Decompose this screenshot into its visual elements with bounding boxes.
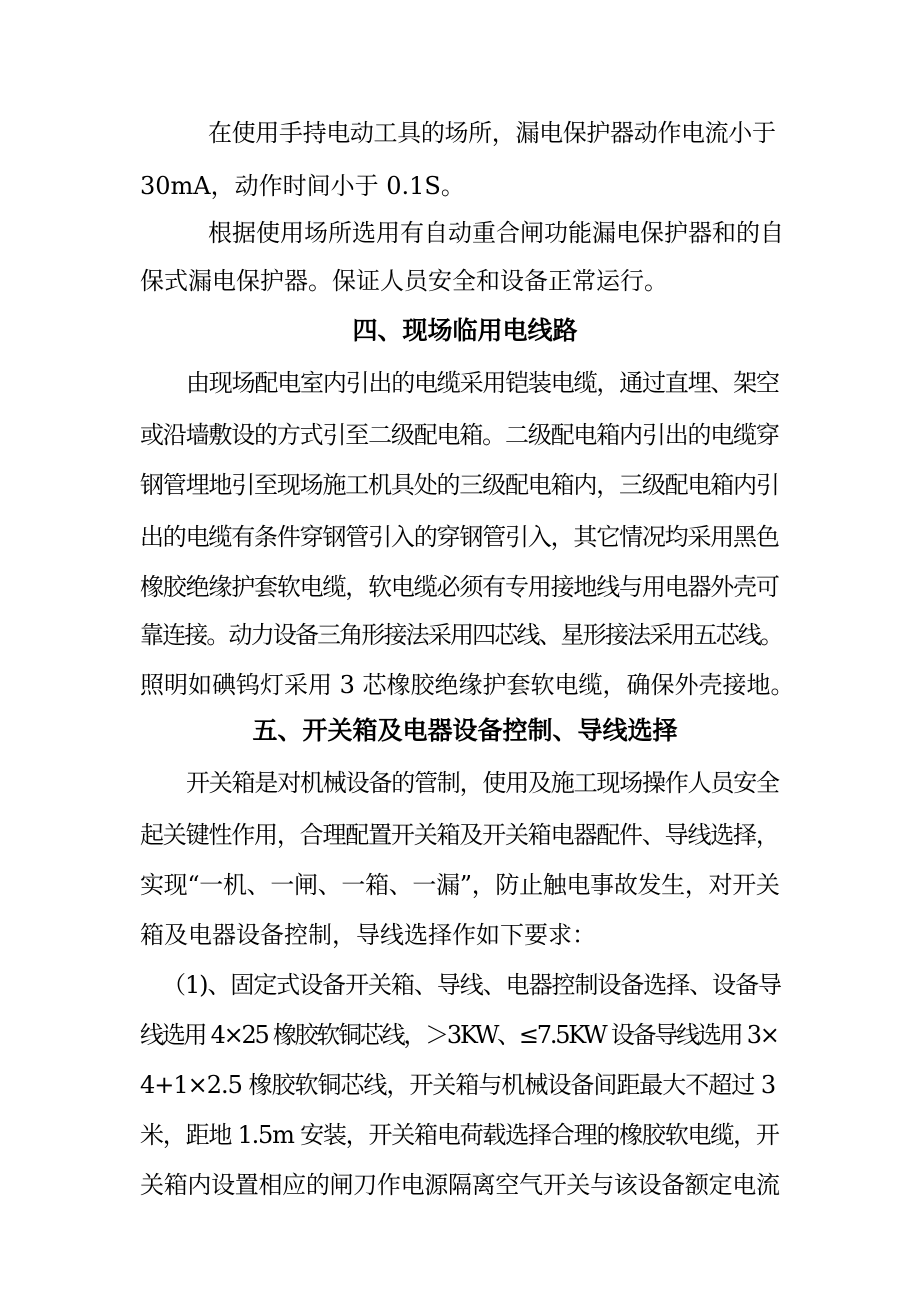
paragraph-line: 或沿墙敷设的方式引至二级配电箱。二级配电箱内引出的电缆穿: [140, 421, 779, 449]
paragraph-line: 照明如碘钨灯采用 3 芯橡胶绝缘护套软电缆，确保外壳接地。: [140, 671, 795, 699]
paragraph-line: 橡胶绝缘护套软电缆，软电缆必须有专用接地线与用电器外壳可: [140, 573, 779, 601]
paragraph-line: 4+1×2.5 橡胶软铜芯线，开关箱与机械设备间距最大不超过 3: [140, 1071, 776, 1099]
paragraph-line: 起关键性作用，合理配置开关箱及开关箱电器配件、导线选择，: [140, 821, 779, 849]
paragraph-line: 出的电缆有条件穿钢管引入的穿钢管引入，其它情况均采用黑色: [140, 523, 779, 551]
paragraph-line: 靠连接。动力设备三角形接法采用四芯线、星形接法采用五芯线。: [140, 621, 783, 649]
paragraph-line: 箱及电器设备控制，导线选择作如下要求：: [140, 921, 596, 949]
paragraph-line: 根据使用场所选用有自动重合闸功能漏电保护器和的自: [208, 219, 784, 247]
paragraph-line: 开关箱是对机械设备的管制，使用及施工现场操作人员安全: [186, 769, 779, 797]
paragraph-line: 保式漏电保护器。保证人员安全和设备正常运行。: [140, 267, 668, 295]
paragraph-line: 关箱内设置相应的闸刀作电源隔离空气开关与该设备额定电流: [140, 1171, 780, 1199]
section-heading-5: 五、开关箱及电器设备控制、导线选择: [252, 716, 678, 745]
paragraph-line: （1)、固定式设备开关箱、导线、电器控制设备选择、设备导: [162, 971, 781, 999]
paragraph-line: 米，距地 1.5m 安装，开关箱电荷载选择合理的橡胶软电缆，开: [140, 1121, 779, 1149]
paragraph-line: 实现“一机、一闸、一箱、一漏”，防止触电事故发生，对开关: [140, 871, 780, 899]
paragraph-line: 线选用 4×25 橡胶软铜芯线，＞3KW、≤7.5KW 设备导线选用 3×: [140, 1021, 778, 1049]
paragraph-line: 在使用手持电动工具的场所，漏电保护器动作电流小于: [208, 119, 776, 147]
paragraph-line: 30mA，动作时间小于 0.1S。: [140, 172, 465, 200]
paragraph-line: 由现场配电室内引出的电缆采用铠装电缆，通过直埋、架空: [186, 369, 779, 397]
section-heading-4: 四、现场临用电线路: [352, 316, 578, 345]
paragraph-line: 钢管埋地引至现场施工机具处的三级配电箱内，三级配电箱内引: [140, 471, 779, 499]
